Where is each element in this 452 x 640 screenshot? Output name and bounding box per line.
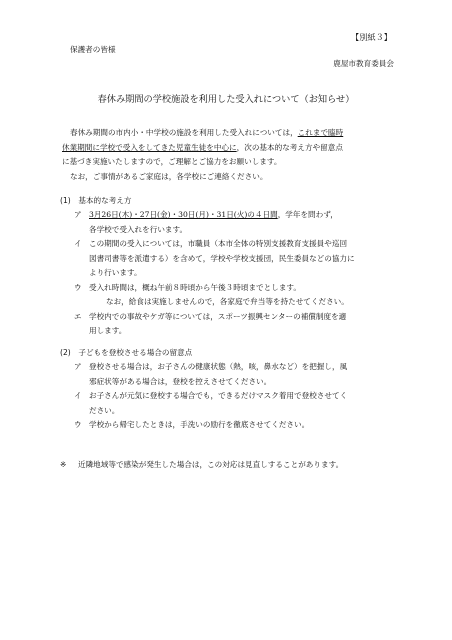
item-line: 登校させる場合は，お子さんの健康状態（熱，咳，鼻水など）を把握し，風	[89, 362, 348, 371]
section-2-list	[60, 360, 405, 433]
section-1-item-u-continuation: なお，給食は実施しませんので，各家庭で弁当等を持たせてください。	[106, 297, 349, 306]
intro-line-1	[62, 126, 402, 141]
intro-line-3: に基づき実施いたしますので，ご理解とご協力をお願いします。	[62, 157, 282, 166]
item-underlined-dates: 3月26日(木)・27日(金)・30日(月)・31日(火)の４日間	[89, 210, 278, 219]
item-marker: ア	[74, 210, 82, 219]
footnote	[60, 458, 343, 473]
item-line: 各学校で受入れを行います。	[89, 224, 188, 234]
section-1-item-e	[60, 310, 405, 339]
item-line-rest: ，学年を問わず，	[277, 210, 338, 219]
note-marker: ※	[60, 460, 67, 469]
intro-line-1-underlined: これまで臨時	[297, 128, 344, 137]
section-2-heading: (2) 子どもを登校させる場合の留意点	[60, 348, 193, 357]
section-1-item-u	[60, 281, 405, 296]
item-marker: イ	[74, 239, 82, 248]
item-line: 学校内での事故やケガ等については，スポーツ振興センターの補償制度を適	[89, 311, 347, 321]
attachment-tag: 【別紙３】	[351, 32, 392, 42]
item-line: 受入れ時間は，概ね午前８時頃から午後３時頃までとします。	[89, 282, 302, 292]
intro-paragraph	[62, 126, 402, 184]
intro-line-2	[62, 141, 402, 156]
section-2-item-u	[60, 418, 405, 433]
section-1-list	[60, 208, 405, 339]
item-line: 邪症状等がある場合は，登校を控えさせてください。	[89, 376, 272, 386]
section-1-heading: (1) 基本的な考え方	[60, 196, 132, 205]
document-title: 春休み期間の学校施設を利用した受入れについて（お知らせ）	[97, 94, 355, 105]
sender-line: 鹿屋市教育委員会	[333, 59, 394, 68]
item-marker: ウ	[74, 420, 82, 429]
item-marker: ア	[74, 362, 82, 371]
intro-line-2-underlined: 休業期間に学校で受入をしてきた児童生徒を中心に	[62, 142, 237, 152]
intro-line-1-text: 春休み期間の市内小・中学校の施設を利用した受入れについては，	[70, 128, 298, 137]
section-2-item-i	[60, 389, 405, 418]
item-marker: ウ	[74, 282, 82, 292]
intro-line-2-text: ，次の基本的な考え方や留意点	[236, 142, 343, 152]
item-line: 用します。	[89, 326, 127, 335]
item-line: お子さんが元気に登校する場合でも，できるだけマスク着用で登校させてく	[89, 391, 348, 400]
section-1-item-a	[60, 208, 405, 237]
intro-line-4-text: なお，ご事情があるご家庭は，各学校にご連絡ください。	[70, 171, 268, 181]
item-line: ださい。	[89, 405, 120, 415]
item-line: 図書司書等を派遣する）を含めて，学校や学校支援団，民生委員などの協力に	[89, 253, 355, 263]
item-line	[89, 208, 405, 223]
item-marker: イ	[74, 391, 82, 400]
item-line: この期間の受入については，市職員（本市全体の特別支援教育支援員や巡回	[89, 239, 348, 248]
section-2-item-a	[60, 360, 405, 389]
item-line: より行います。	[89, 268, 142, 277]
item-line: 学校から帰宅したときは，手洗いの励行を徹底させてください。	[89, 420, 310, 429]
item-marker: エ	[74, 311, 82, 321]
section-1-item-i	[60, 237, 405, 281]
recipient-line: 保護者の皆様	[70, 45, 116, 54]
intro-line-4	[62, 170, 402, 185]
note-text: 近隣地域等で感染が発生した場合は，この対応は見直しすることがあります。	[78, 460, 344, 469]
